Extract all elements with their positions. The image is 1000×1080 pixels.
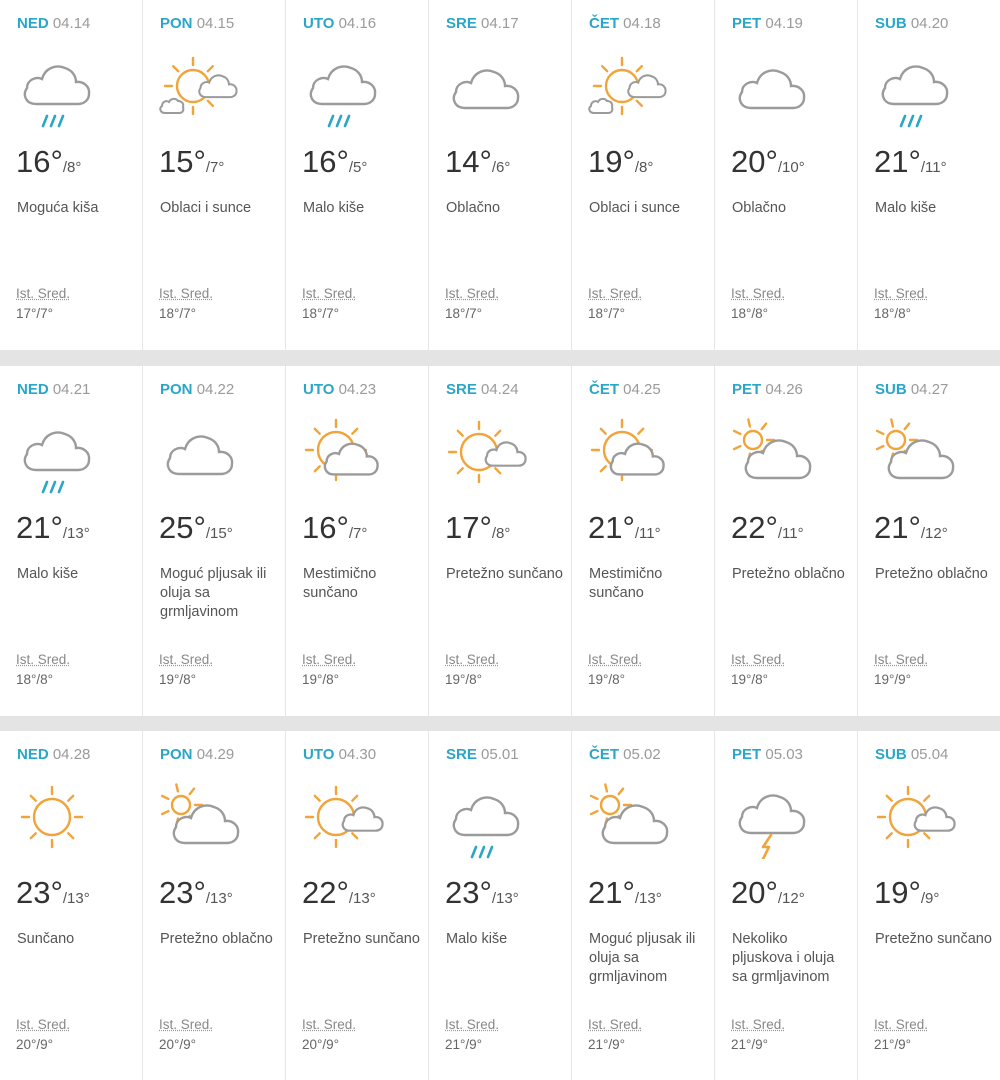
- day-date: [17, 15, 90, 32]
- max-temp: 15°: [159, 144, 206, 179]
- day-name: SRE: [446, 15, 477, 32]
- day-name: SUB: [875, 746, 907, 763]
- historical-average-link[interactable]: Ist. Sred.: [159, 1017, 214, 1032]
- min-temp: /10°: [777, 159, 805, 176]
- day-name: SRE: [446, 381, 477, 398]
- max-temp: 23°: [445, 875, 492, 910]
- sun-and-clouds-icon: [586, 44, 670, 128]
- date-value: 04.22: [196, 381, 235, 398]
- min-temp: /13°: [62, 525, 90, 542]
- day-date: [589, 15, 661, 32]
- day-date: [303, 15, 376, 32]
- day-name: NED: [17, 746, 49, 763]
- historical-average-link[interactable]: Ist. Sred.: [16, 286, 71, 301]
- rain-cloud-icon: [14, 44, 98, 128]
- weather-description: Pretežno oblačno: [875, 566, 988, 582]
- historical-average-value: 21°/9°: [731, 1037, 769, 1052]
- temperature: [302, 144, 367, 180]
- week-row: [0, 366, 1000, 716]
- min-temp: /9°: [920, 890, 940, 907]
- min-temp: /13°: [348, 890, 376, 907]
- temperature: [16, 875, 90, 911]
- temperature: [874, 144, 947, 180]
- min-temp: /13°: [62, 890, 90, 907]
- max-temp: 21°: [16, 510, 63, 545]
- cloud-icon: [729, 44, 813, 128]
- day-card[interactable]: [858, 366, 1000, 716]
- max-temp: 23°: [16, 875, 63, 910]
- min-temp: /13°: [205, 890, 233, 907]
- historical-average-value: 21°/9°: [874, 1037, 912, 1052]
- day-card[interactable]: [0, 731, 143, 1080]
- historical-average-value: 20°/9°: [302, 1037, 340, 1052]
- min-temp: /12°: [920, 525, 948, 542]
- min-temp: /6°: [491, 159, 511, 176]
- day-card[interactable]: [715, 0, 858, 350]
- weather-description: Nekoliko pljuskova i oluja sa grmljavinom: [732, 931, 835, 985]
- temperature: [159, 510, 233, 546]
- partly-cloudy-icon: [586, 775, 670, 859]
- max-temp: 19°: [874, 875, 921, 910]
- day-name: PET: [732, 15, 762, 32]
- historical-average-value: 19°/9°: [874, 672, 912, 687]
- rain-cloud-icon: [872, 44, 956, 128]
- day-date: [446, 381, 519, 398]
- historical-average-link[interactable]: Ist. Sred.: [445, 1017, 500, 1032]
- historical-average-value: 19°/8°: [159, 672, 197, 687]
- day-date: [160, 15, 234, 32]
- weather-description: Mestimično sunčano: [303, 566, 377, 601]
- day-card[interactable]: [143, 0, 286, 350]
- day-name: NED: [17, 15, 49, 32]
- rain-cloud-icon: [14, 410, 98, 494]
- weather-description: Moguć pljusak ili oluja sa grmljavinom: [589, 931, 696, 985]
- historical-average-value: 18°/7°: [588, 306, 626, 321]
- date-value: 04.15: [196, 15, 235, 32]
- historical-average-link[interactable]: Ist. Sred.: [588, 1017, 643, 1032]
- min-temp: /11°: [920, 159, 947, 176]
- temperature: [588, 144, 653, 180]
- historical-average-value: 17°/7°: [16, 306, 54, 321]
- day-date: [160, 381, 234, 398]
- max-temp: 22°: [731, 510, 778, 545]
- day-date: [303, 381, 376, 398]
- day-card[interactable]: [429, 0, 572, 350]
- day-date: [875, 15, 948, 32]
- day-card[interactable]: [572, 366, 715, 716]
- historical-average-value: 19°/8°: [588, 672, 626, 687]
- historical-average-value: 18°/8°: [16, 672, 54, 687]
- temperature: [588, 875, 662, 911]
- date-value: 05.04: [910, 746, 949, 763]
- day-name: PON: [160, 381, 193, 398]
- historical-average-link[interactable]: Ist. Sred.: [874, 652, 929, 667]
- historical-average-link[interactable]: Ist. Sred.: [445, 652, 500, 667]
- day-card[interactable]: [143, 731, 286, 1080]
- historical-average-link[interactable]: Ist. Sred.: [445, 286, 500, 301]
- date-value: 04.26: [765, 381, 803, 398]
- week-row: [0, 0, 1000, 350]
- max-temp: 14°: [445, 144, 492, 179]
- sun-small-cloud-icon: [872, 775, 956, 859]
- partly-cloudy-icon: [872, 410, 956, 494]
- weather-description: Moguć pljusak ili oluja sa grmljavinom: [160, 566, 267, 620]
- day-card[interactable]: [715, 731, 858, 1080]
- min-temp: /8°: [634, 159, 654, 176]
- day-card[interactable]: [286, 366, 429, 716]
- day-name: SUB: [875, 381, 907, 398]
- min-temp: /11°: [777, 525, 804, 542]
- thunderstorm-icon: [729, 775, 813, 859]
- date-value: 04.30: [338, 746, 377, 763]
- min-temp: /15°: [205, 525, 233, 542]
- weather-description: Malo kiše: [303, 200, 365, 216]
- day-date: [446, 746, 519, 763]
- min-temp: /5°: [348, 159, 368, 176]
- max-temp: 25°: [159, 510, 206, 545]
- historical-average-link[interactable]: Ist. Sred.: [588, 286, 643, 301]
- date-value: 04.28: [52, 746, 91, 763]
- historical-average-value: 18°/8°: [874, 306, 912, 321]
- temperature: [874, 875, 939, 911]
- max-temp: 21°: [588, 875, 635, 910]
- temperature: [731, 875, 805, 911]
- max-temp: 20°: [731, 875, 778, 910]
- min-temp: /11°: [634, 525, 661, 542]
- day-card[interactable]: [143, 366, 286, 716]
- date-value: 04.29: [196, 746, 235, 763]
- day-date: [875, 746, 948, 763]
- historical-average-link[interactable]: Ist. Sred.: [731, 1017, 786, 1032]
- day-card[interactable]: [572, 0, 715, 350]
- date-value: 04.20: [910, 15, 949, 32]
- date-value: 04.27: [910, 381, 949, 398]
- weather-description: Oblačno: [732, 200, 787, 216]
- historical-average-value: 19°/8°: [445, 672, 483, 687]
- date-value: 05.01: [481, 746, 519, 763]
- min-temp: /7°: [348, 525, 368, 542]
- cloud-icon: [157, 410, 241, 494]
- min-temp: /7°: [205, 159, 225, 176]
- min-temp: /8°: [62, 159, 82, 176]
- day-date: [732, 381, 803, 398]
- day-date: [875, 381, 948, 398]
- weather-description: Malo kiše: [17, 566, 79, 582]
- temperature: [445, 510, 510, 546]
- max-temp: 21°: [874, 144, 921, 179]
- day-card[interactable]: [286, 731, 429, 1080]
- weather-description: Pretežno oblačno: [160, 931, 273, 947]
- day-card[interactable]: [858, 731, 1000, 1080]
- day-name: PET: [732, 381, 762, 398]
- weather-description: Oblaci i sunce: [589, 200, 681, 216]
- sun-small-cloud-icon: [300, 775, 384, 859]
- historical-average-value: 18°/7°: [302, 306, 340, 321]
- historical-average-link[interactable]: Ist. Sred.: [731, 286, 786, 301]
- day-card[interactable]: [715, 366, 858, 716]
- rain-cloud-icon: [300, 44, 384, 128]
- weather-description: Malo kiše: [446, 931, 508, 947]
- historical-average-link[interactable]: Ist. Sred.: [302, 286, 357, 301]
- date-value: 04.16: [338, 15, 377, 32]
- day-name: PON: [160, 746, 193, 763]
- weather-description: Pretežno sunčano: [303, 931, 420, 947]
- day-date: [17, 746, 90, 763]
- weather-description: Pretežno sunčano: [875, 931, 992, 947]
- historical-average-link[interactable]: Ist. Sred.: [731, 652, 786, 667]
- historical-average-value: 19°/8°: [302, 672, 340, 687]
- day-date: [303, 746, 376, 763]
- historical-average-link[interactable]: Ist. Sred.: [302, 652, 357, 667]
- historical-average-link[interactable]: Ist. Sred.: [159, 652, 214, 667]
- day-name: SUB: [875, 15, 907, 32]
- max-temp: 23°: [159, 875, 206, 910]
- date-value: 04.21: [52, 381, 91, 398]
- day-date: [732, 746, 803, 763]
- max-temp: 20°: [731, 144, 778, 179]
- day-card[interactable]: [858, 0, 1000, 350]
- historical-average-value: 20°/9°: [159, 1037, 197, 1052]
- day-name: ČET: [589, 381, 619, 398]
- weather-description: Mestimično sunčano: [589, 566, 663, 601]
- weather-description: Pretežno sunčano: [446, 566, 563, 582]
- temperature: [159, 144, 224, 180]
- date-value: 04.24: [481, 381, 519, 398]
- partly-cloudy-icon: [729, 410, 813, 494]
- day-date: [589, 746, 661, 763]
- day-card[interactable]: [0, 366, 143, 716]
- temperature: [445, 144, 510, 180]
- temperature: [588, 510, 661, 546]
- day-card[interactable]: [429, 366, 572, 716]
- historical-average-value: 21°/9°: [588, 1037, 626, 1052]
- day-date: [589, 381, 661, 398]
- day-name: ČET: [589, 15, 619, 32]
- weather-description: Oblaci i sunce: [160, 200, 252, 216]
- historical-average-value: 21°/9°: [445, 1037, 483, 1052]
- day-name: SRE: [446, 746, 477, 763]
- rain-cloud-icon: [443, 775, 527, 859]
- date-value: 05.02: [623, 746, 661, 763]
- max-temp: 21°: [588, 510, 635, 545]
- historical-average-link[interactable]: Ist. Sred.: [159, 286, 214, 301]
- temperature: [302, 510, 367, 546]
- day-name: UTO: [303, 15, 335, 32]
- day-card[interactable]: [429, 731, 572, 1080]
- date-value: 04.25: [623, 381, 661, 398]
- week-row: [0, 731, 1000, 1080]
- historical-average-link[interactable]: Ist. Sred.: [302, 1017, 357, 1032]
- historical-average-value: 19°/8°: [731, 672, 769, 687]
- day-card[interactable]: [286, 0, 429, 350]
- historical-average-link[interactable]: Ist. Sred.: [16, 1017, 71, 1032]
- min-temp: /12°: [777, 890, 805, 907]
- date-value: 05.03: [765, 746, 803, 763]
- historical-average-link[interactable]: Ist. Sred.: [874, 1017, 929, 1032]
- date-value: 04.18: [623, 15, 661, 32]
- temperature: [731, 510, 804, 546]
- temperature: [302, 875, 376, 911]
- historical-average-value: 18°/8°: [731, 306, 769, 321]
- historical-average-value: 18°/7°: [445, 306, 483, 321]
- historical-average-value: 18°/7°: [159, 306, 197, 321]
- date-value: 04.19: [765, 15, 803, 32]
- cloud-icon: [443, 44, 527, 128]
- weather-description: Pretežno oblačno: [732, 566, 845, 582]
- max-temp: 19°: [588, 144, 635, 179]
- weather-description: Sunčano: [17, 931, 75, 947]
- max-temp: 16°: [302, 144, 349, 179]
- day-name: ČET: [589, 746, 619, 763]
- temperature: [445, 875, 519, 911]
- weather-description: Oblačno: [446, 200, 501, 216]
- date-value: 04.23: [338, 381, 377, 398]
- weather-description: Moguća kiša: [17, 200, 99, 216]
- day-date: [17, 381, 90, 398]
- historical-average-link[interactable]: Ist. Sred.: [588, 652, 643, 667]
- mostly-sunny-icon: [300, 410, 384, 494]
- day-date: [160, 746, 234, 763]
- day-name: PET: [732, 746, 762, 763]
- date-value: 04.17: [481, 15, 519, 32]
- max-temp: 22°: [302, 875, 349, 910]
- temperature: [731, 144, 805, 180]
- historical-average-value: 20°/9°: [16, 1037, 54, 1052]
- day-name: UTO: [303, 746, 335, 763]
- date-value: 04.14: [52, 15, 91, 32]
- sun-and-clouds-icon: [157, 44, 241, 128]
- temperature: [16, 144, 81, 180]
- sun-icon: [14, 775, 98, 859]
- max-temp: 16°: [16, 144, 63, 179]
- sun-small-cloud-icon: [443, 410, 527, 494]
- historical-average-link[interactable]: Ist. Sred.: [874, 286, 929, 301]
- min-temp: /8°: [491, 525, 511, 542]
- min-temp: /13°: [634, 890, 662, 907]
- max-temp: 21°: [874, 510, 921, 545]
- day-date: [446, 15, 519, 32]
- day-card[interactable]: [0, 0, 143, 350]
- partly-cloudy-icon: [157, 775, 241, 859]
- max-temp: 17°: [445, 510, 492, 545]
- min-temp: /13°: [491, 890, 519, 907]
- temperature: [16, 510, 90, 546]
- weather-description: Malo kiše: [875, 200, 937, 216]
- mostly-sunny-icon: [586, 410, 670, 494]
- temperature: [159, 875, 233, 911]
- historical-average-link[interactable]: Ist. Sred.: [16, 652, 71, 667]
- day-name: PON: [160, 15, 193, 32]
- day-name: UTO: [303, 381, 335, 398]
- day-card[interactable]: [572, 731, 715, 1080]
- day-date: [732, 15, 803, 32]
- day-name: NED: [17, 381, 49, 398]
- temperature: [874, 510, 948, 546]
- max-temp: 16°: [302, 510, 349, 545]
